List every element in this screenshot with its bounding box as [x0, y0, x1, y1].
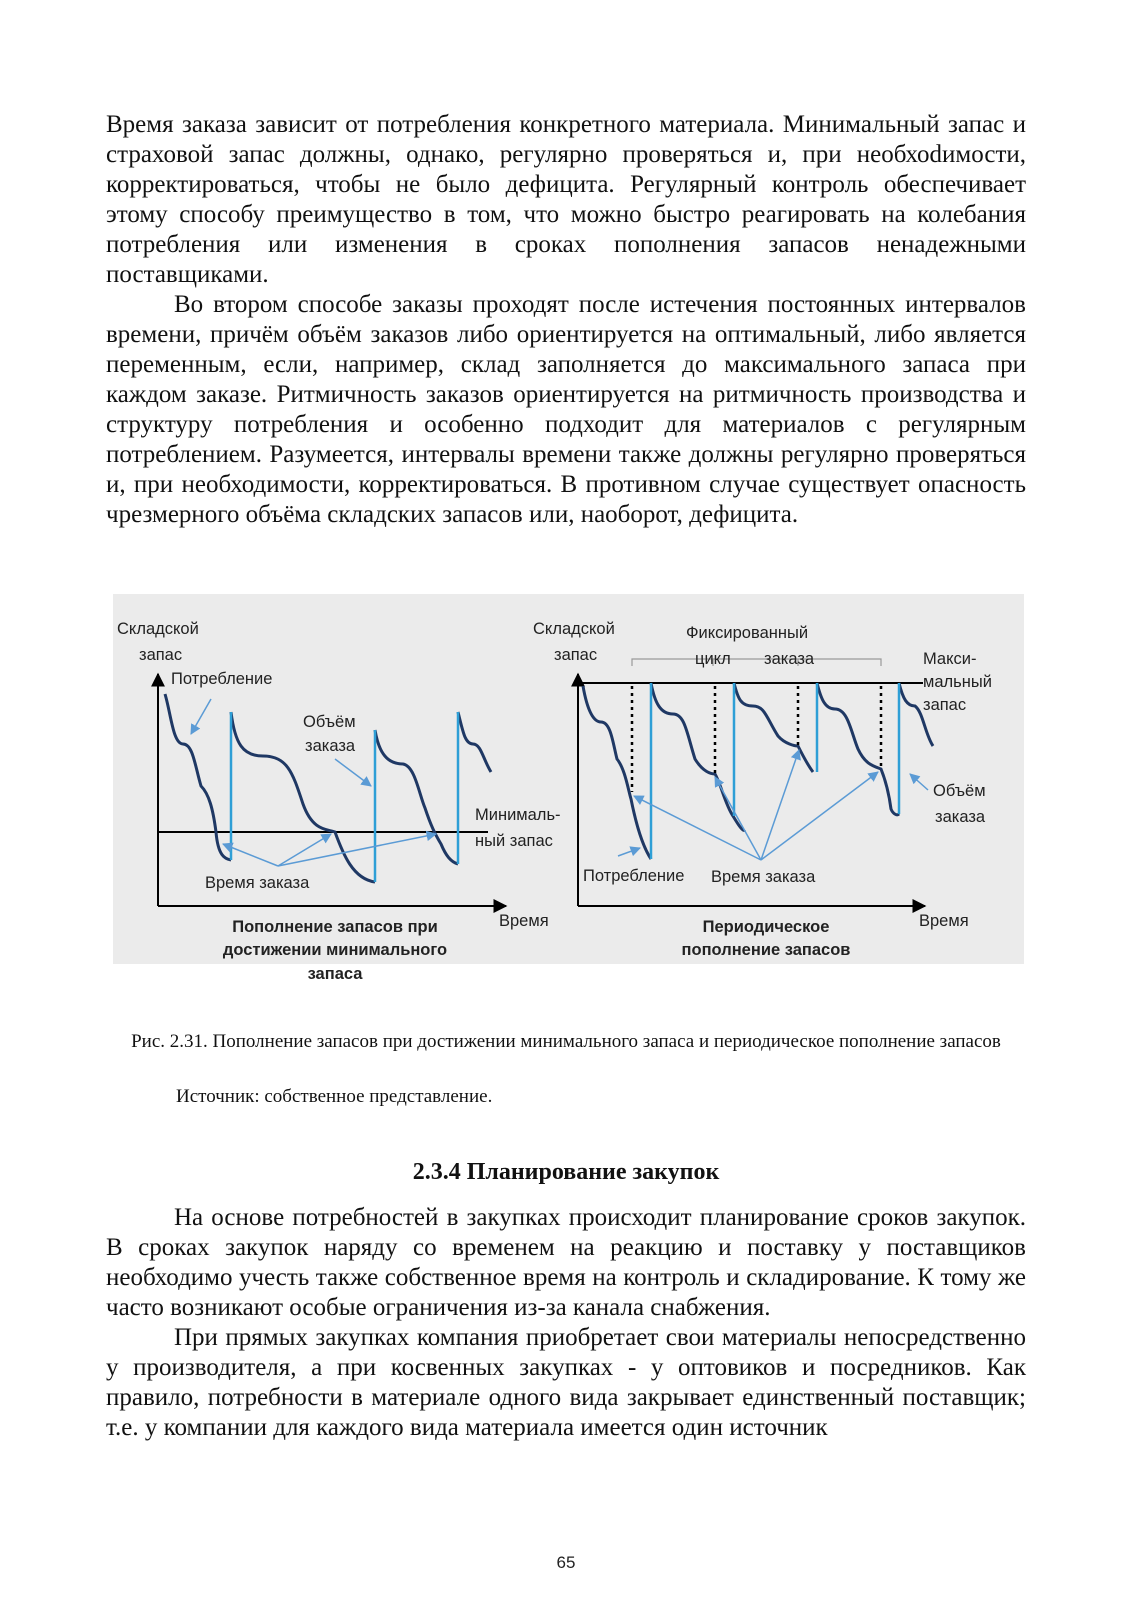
order-volume-label: заказа [305, 737, 356, 755]
paragraph: При прямых закупках компания приобретает свои материалы непосредственно у производителя, а при косвенных закупках - у оптовиков и посредников. Как правило, потребности в материале одного вида закрывает единственный поставщик; т.е. у компании для каждого вида материала имеется один источник [106, 1324, 1026, 1441]
y-axis-label: запас [554, 646, 598, 664]
y-axis-label: запас [139, 646, 183, 664]
chart-title: запаса [307, 965, 363, 983]
min-stock-label: ный запас [475, 832, 553, 850]
order-volume-label: Объём [303, 713, 356, 731]
body-text-top [106, 110, 1026, 530]
min-stock-label: Минималь- [475, 806, 561, 824]
section-heading: 2.3.4 Планирование закупок [412, 1159, 720, 1185]
chart-title: Периодическое [702, 918, 830, 936]
chart-title: пополнение запасов [681, 941, 851, 959]
order-time-label: Время заказа [205, 874, 310, 892]
consumption-label: Потребление [171, 670, 273, 688]
max-stock-label: запас [923, 696, 967, 714]
order-volume-label: Объём [933, 782, 986, 800]
paragraph: Время заказа зависит от потребления конкретного материала. Минимальный запас и страховой запас должны, однако, регулярно проверяться и, при необхоdимости, корректироваться, чтобы не было дефицита. Регулярный контроль обеспечивает этому способу преимущество в том, что можно быстро реагировать на колебания потребления или изменения в сроках пополнения запасов ненадежными поставщиками. [106, 111, 1026, 288]
figure-inventory-replenishment [113, 594, 1024, 992]
x-axis-label: Время [499, 912, 549, 930]
fixed-cycle-label: заказа [764, 650, 815, 668]
fixed-cycle-label: Фиксированный [686, 624, 809, 642]
x-axis-label: Время [919, 912, 969, 930]
consumption-label: Потребление [583, 867, 685, 885]
figure-caption: Рис. 2.31. Пополнение запасов при достижении минимального запаса и периодическое пополнение запасов [131, 1031, 1001, 1052]
y-axis-label: Складской [533, 620, 615, 638]
paragraph: Во втором способе заказы проходят после истечения постоянных интервалов времени, причём объём заказов либо ориентируется на оптимальный, либо является переменным, если, например, склад заполняется до максимального запаса при каждом заказе. Ритмичность заказов ориентируется на ритмичность производства и структуру потребления и особенно подходит для материалов с регулярным потреблением. Разумеется, интервалы времени также должны регулярно проверяться и, при необходимости, корректироваться. В противном случае существует опасность чрезмерного объёма складских запасов или, наоборот, дефицита. [106, 291, 1026, 528]
max-stock-label: Макси- [923, 650, 977, 668]
y-axis-label: Складской [117, 620, 199, 638]
max-stock-label: мальный [923, 673, 992, 691]
fixed-cycle-label: цикл [695, 650, 731, 668]
chart-title: достижении минимального [222, 941, 448, 959]
paragraph: На основе потребностей в закупках происходит планирование сроков закупок. В сроках закупок наряду со временем на реакцию и поставку у поставщиков необходимо учесть также собственное время на контроль и складирование. К тому же часто возникают особые ограничения из-за канала снабжения. [106, 1204, 1026, 1321]
chart-title: Пополнение запасов при [232, 918, 438, 936]
figure-source: Источник: собственное представление. [176, 1086, 493, 1107]
order-volume-label: заказа [935, 808, 986, 826]
order-time-label: Время заказа [711, 868, 816, 886]
page-number: 65 [556, 1553, 576, 1572]
body-text-bottom [106, 1203, 1026, 1443]
